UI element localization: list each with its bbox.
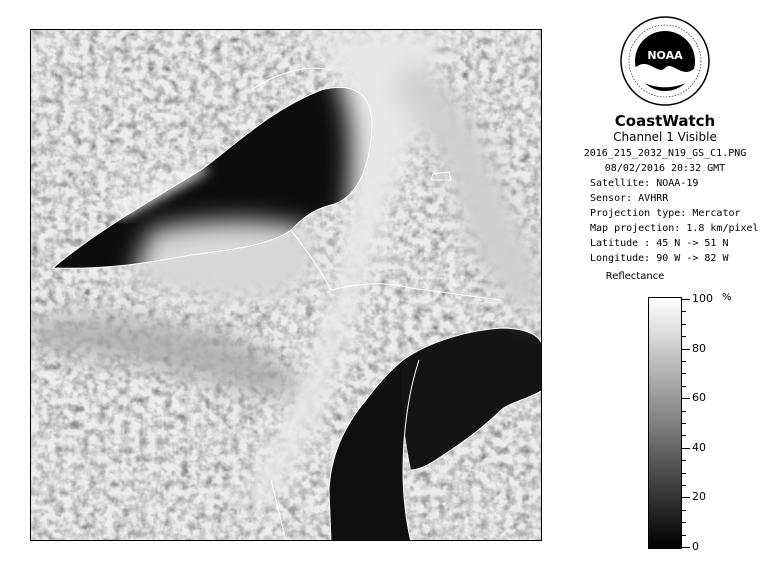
colorbar-tick xyxy=(682,398,690,399)
noaa-logo xyxy=(620,16,710,106)
product-subtitle: Channel 1 Visible xyxy=(613,130,717,144)
colorbar-tick xyxy=(682,349,690,350)
latitude: Latitude : 45 N -> 51 N xyxy=(590,238,729,249)
colorbar-minor-tick xyxy=(682,324,686,325)
colorbar-tick-label: 20 xyxy=(692,490,706,504)
colorbar-minor-tick xyxy=(682,336,686,337)
sensor: Sensor: AVHRR xyxy=(590,193,669,204)
metadata-panel xyxy=(560,146,770,266)
colorbar-unit: % xyxy=(722,292,732,303)
colorbar-minor-tick xyxy=(682,373,686,374)
colorbar-label: Reflectance xyxy=(605,271,665,282)
colorbar-tick-label: 100 xyxy=(692,292,713,305)
colorbar-minor-tick xyxy=(682,386,686,387)
colorbar-tick xyxy=(682,497,690,498)
projection-type: Projection type: Mercator xyxy=(590,208,741,219)
longitude: Longitude: 90 W -> 82 W xyxy=(590,253,729,264)
colorbar-minor-tick xyxy=(682,311,686,312)
colorbar xyxy=(648,297,682,549)
colorbar-minor-tick xyxy=(682,361,686,362)
noaa-logo-text: NOAA xyxy=(647,49,683,62)
filename: 2016_215_2032_N19_GS_C1.PNG xyxy=(583,148,747,159)
colorbar-minor-tick xyxy=(682,423,686,424)
colorbar-tick-label: 0 xyxy=(692,540,699,553)
satellite-image xyxy=(30,29,542,541)
colorbar-minor-tick xyxy=(682,485,686,486)
map-projection: Map projection: 1.8 km/pixel xyxy=(590,223,759,234)
product-title: CoastWatch xyxy=(614,112,716,130)
colorbar-minor-tick xyxy=(682,510,686,511)
colorbar-tick-label: 40 xyxy=(692,440,706,454)
colorbar-minor-tick xyxy=(682,473,686,474)
colorbar-minor-tick xyxy=(682,460,686,461)
colorbar-tick xyxy=(682,299,690,300)
colorbar-tick xyxy=(682,547,690,548)
colorbar-tick-label: 60 xyxy=(692,391,706,405)
datetime: 08/02/2016 20:32 GMT xyxy=(604,163,726,174)
satellite: Satellite: NOAA-19 xyxy=(590,178,699,189)
colorbar-minor-tick xyxy=(682,411,686,412)
colorbar-tick-label: 80 xyxy=(692,341,706,355)
colorbar-tick xyxy=(682,448,690,449)
satellite-map xyxy=(31,30,542,541)
colorbar-minor-tick xyxy=(682,522,686,523)
colorbar-minor-tick xyxy=(682,435,686,436)
colorbar-minor-tick xyxy=(682,535,686,536)
